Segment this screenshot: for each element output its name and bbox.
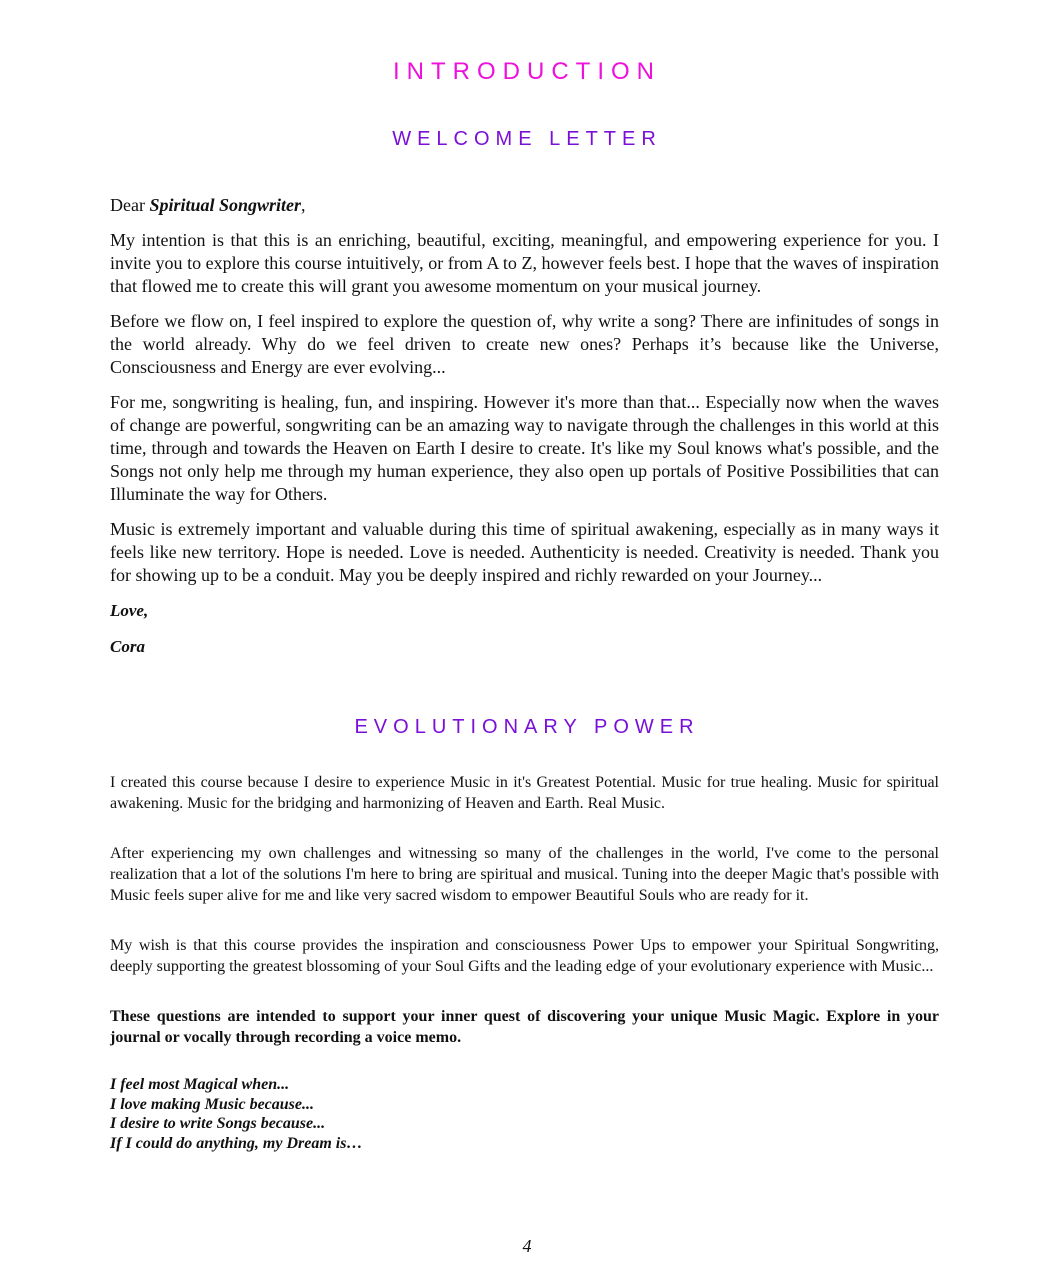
page-number: 4 <box>522 1236 532 1256</box>
journal-prompt: If I could do anything, my Dream is… <box>110 1134 363 1152</box>
journal-prompt: I love making Music because... <box>110 1095 314 1113</box>
evolutionary-paragraph: After experiencing my own challenges and witnessing so many of the challenges in the world, I've come to the personal realization that a lot of the solutions I'm here to bring are spiritual and musical. Tuning into the deeper Magic that's possible with Music feels super alive for me and like very sacred wisdom to empower Beautiful Souls who are ready for it. <box>110 845 939 904</box>
letter-signature: Cora <box>110 637 145 656</box>
letter-closing: Love, <box>110 601 149 620</box>
greeting-prefix: Dear <box>110 195 150 215</box>
greeting-name: Spiritual Songwriter <box>149 195 302 215</box>
journal-prompts <box>110 1075 939 1153</box>
letter-paragraph: Before we flow on, I feel inspired to explore the question of, why write a song? There are infinitudes of songs in the world already. Why do we feel driven to create new ones? Perhaps it’s because like the Universe, Consciousness and Energy are ever evolving... <box>110 311 939 377</box>
welcome-letter-heading: WELCOME LETTER <box>392 128 662 150</box>
letter-paragraph: My intention is that this is an enriching, beautiful, exciting, meaningful, and empowering experience for you. I invite you to explore this course intuitively, or from A to Z, however feels best. I hope that the waves of inspiration that flowed me to create this will grant you awesome momentum on your musical journey. <box>110 230 939 296</box>
evolutionary-paragraph: I created this course because I desire to experience Music in it's Greatest Potential. Music for true healing. Music for spiritual awakening. Music for the bridging and harmonizing of Heaven and Earth. Real Music. <box>110 774 939 812</box>
evolutionary-paragraph: My wish is that this course provides the inspiration and consciousness Power Ups to empower your Spiritual Songwriting, deeply supporting the greatest blossoming of your Soul Gifts and the leading edge of your evolutionary experience with Music... <box>110 937 939 975</box>
welcome-letter <box>110 194 939 671</box>
journal-prompt: I desire to write Songs because... <box>110 1115 326 1132</box>
greeting-suffix: , <box>301 195 306 215</box>
letter-paragraph: For me, songwriting is healing, fun, and inspiring. However it's more than that... Especially now when the waves of change are powerful, songwriting can be an amazing way to navigate through the challenges in this world at this time, through and towards the Heaven on Earth I desire to create. It's like my Soul knows what's possible, and the Songs not only help me through my human experience, they also open up portals of Positive Possibilities that can Illuminate the way for Others. <box>110 392 939 504</box>
journal-instruction: These questions are intended to support your inner quest of discovering your unique Music Magic. Explore in your journal or vocally through recording a voice memo. <box>110 1008 939 1046</box>
letter-paragraph: Music is extremely important and valuable during this time of spiritual awakening, especially as in many ways it feels like new territory. Hope is needed. Love is needed. Authenticity is needed. Creativity is needed. Thank you for showing up to be a conduit. May you be deeply inspired and richly rewarded on your Journey... <box>110 519 939 585</box>
journal-prompt: I feel most Magical when... <box>110 1076 290 1093</box>
evolutionary-power-section <box>110 772 939 1153</box>
letter-greeting <box>110 194 939 217</box>
introduction-heading: INTRODUCTION <box>393 58 661 85</box>
evolutionary-power-heading: EVOLUTIONARY POWER <box>354 716 700 738</box>
